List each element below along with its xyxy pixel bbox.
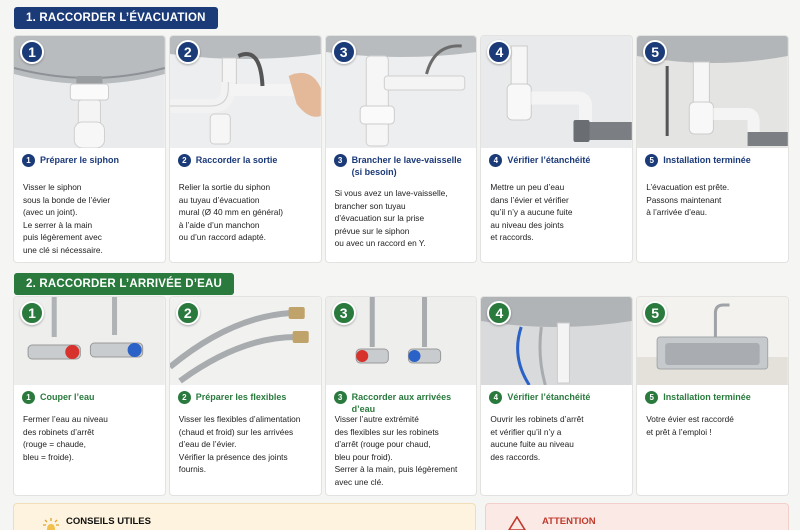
step-number-small: 5 bbox=[645, 391, 658, 404]
step-description: Fermer l’eau au niveau des robinets d’arrêt (rouge = chaude, bleu = froide). bbox=[23, 414, 108, 462]
step-card bbox=[325, 296, 478, 496]
step-card bbox=[13, 35, 166, 263]
step-card bbox=[169, 35, 322, 263]
step-title: Vérifier l’étanchéité bbox=[507, 155, 591, 165]
step-number-badge: 3 bbox=[332, 301, 356, 325]
step-title: Préparer le siphon bbox=[40, 155, 120, 165]
step-description: Visser l’autre extrémité des flexibles sur les robinets d’arrêt (rouge pour chaud, bleu pour froid). Serrer à la main, puis légèrement avec une clé. bbox=[334, 414, 458, 487]
step-number-badge: 2 bbox=[176, 301, 200, 325]
step-number-badge: 1 bbox=[20, 301, 44, 325]
step-description: Si vous avez un lave-vaisselle, brancher son tuyau d’évacuation sur la prise prévue sur le siphon ou avec un raccord en Y. bbox=[334, 188, 448, 248]
step-number-badge: 2 bbox=[176, 40, 200, 64]
section-title-water-supply: 2. RACCORDER L’ARRIVÉE D’EAU bbox=[14, 273, 234, 295]
lightbulb-icon bbox=[42, 516, 60, 530]
step-description: Visser les flexibles d’alimentation (chaud et froid) sur les arrivées d’eau de l’évier. Vérifier la présence des joints fournis. bbox=[178, 414, 301, 474]
step-number-small: 1 bbox=[22, 154, 35, 167]
step-number-badge: 4 bbox=[487, 301, 511, 325]
step-card bbox=[636, 35, 789, 263]
step-card bbox=[636, 296, 789, 496]
warning-triangle-icon bbox=[508, 516, 526, 530]
section-title-evacuation: 1. RACCORDER L’ÉVACUATION bbox=[14, 7, 218, 29]
step-title: Préparer les flexibles bbox=[195, 392, 287, 402]
step-number-small: 5 bbox=[645, 154, 658, 167]
step-description: Visser le siphon sous la bonde de l’évier (avec un joint). Le serrer à la main puis légèrement avec une clé si nécessaire. bbox=[23, 182, 111, 255]
step-card bbox=[13, 296, 166, 496]
step-number-small: 3 bbox=[334, 391, 347, 404]
step-description: L’évacuation est prête. Passons maintenant à l’arrivée d’eau. bbox=[646, 182, 730, 217]
step-number-badge: 5 bbox=[643, 40, 667, 64]
step-number-small: 4 bbox=[489, 391, 502, 404]
step-card bbox=[480, 35, 633, 263]
tips-label: CONSEILS UTILES bbox=[66, 516, 151, 527]
step-title: Vérifier l’étanchéité bbox=[507, 392, 591, 402]
step-title: Raccorder la sortie bbox=[195, 155, 278, 165]
step-card bbox=[169, 296, 322, 496]
step-description: Mettre un peu d’eau dans l’évier et vérifier qu’il n’y a aucune fuite au niveau des joints et raccords. bbox=[490, 182, 573, 242]
step-number-small: 4 bbox=[489, 154, 502, 167]
step-title: Brancher le lave-vaisselle (si besoin) bbox=[351, 155, 462, 177]
useful-tips-panel bbox=[13, 503, 476, 530]
step-number-badge: 5 bbox=[643, 301, 667, 325]
step-title: Installation terminée bbox=[663, 155, 751, 165]
step-title: Couper l’eau bbox=[40, 392, 95, 402]
water-supply-steps bbox=[13, 296, 789, 496]
step-description: Ouvrir les robinets d’arrêt et vérifier qu’il n’y a aucune fuite au niveau des raccords. bbox=[490, 414, 584, 462]
step-card bbox=[325, 35, 478, 263]
step-number-badge: 3 bbox=[332, 40, 356, 64]
evacuation-steps bbox=[13, 35, 789, 263]
step-number-badge: 1 bbox=[20, 40, 44, 64]
warning-label: ATTENTION bbox=[542, 516, 596, 527]
step-title: Raccorder aux arrivées d’eau bbox=[351, 392, 452, 414]
warning-panel bbox=[485, 503, 789, 530]
step-number-small: 2 bbox=[178, 154, 191, 167]
step-description: Relier la sortie du siphon au tuyau d’évacuation mural (Ø 40 mm en général) à l’aide d’un manchon ou d’un raccord adapté. bbox=[178, 182, 284, 242]
step-card bbox=[480, 296, 633, 496]
step-number-small: 2 bbox=[178, 391, 191, 404]
step-title: Installation terminée bbox=[663, 392, 751, 402]
step-number-small: 3 bbox=[334, 154, 347, 167]
step-number-small: 1 bbox=[22, 391, 35, 404]
step-number-badge: 4 bbox=[487, 40, 511, 64]
step-description: Votre évier est raccordé et prêt à l’emploi ! bbox=[646, 414, 734, 437]
